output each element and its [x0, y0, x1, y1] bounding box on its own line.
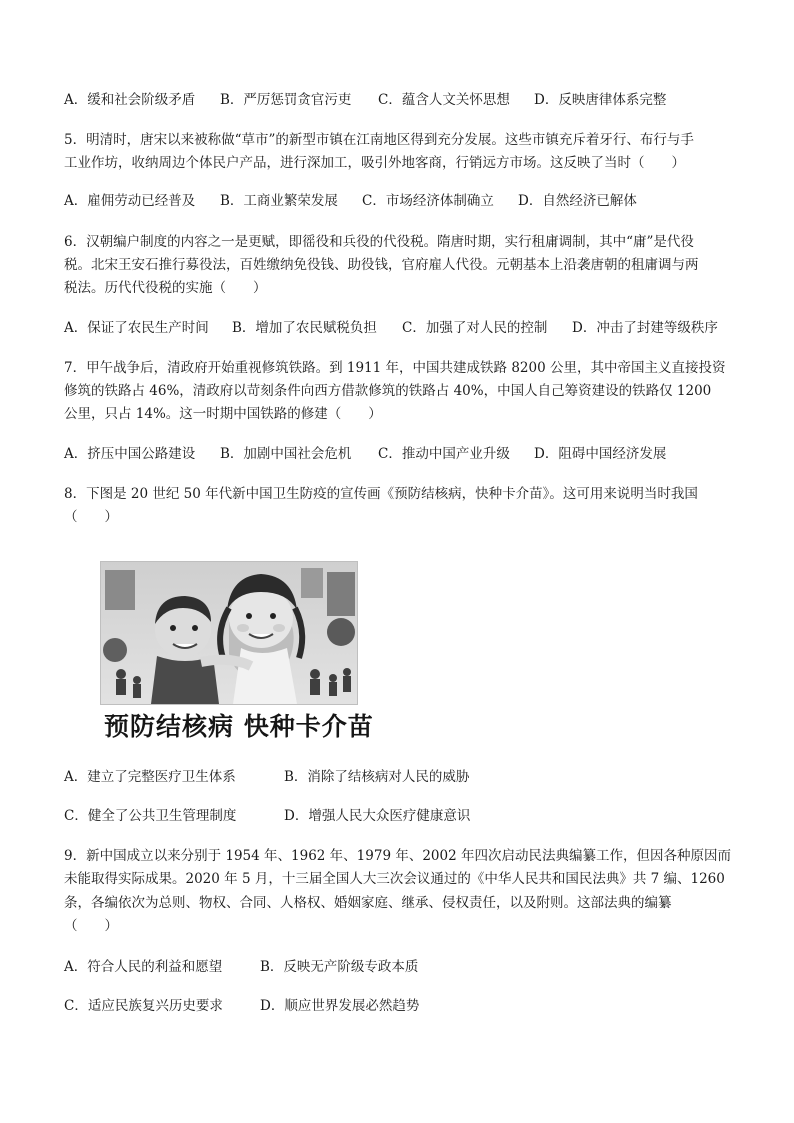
q8-option-b: B．消除了结核病对人民的威胁	[284, 769, 470, 785]
q5-option-a: A．雇佣劳动已经普及	[64, 193, 196, 209]
q5-option-b: B．工商业繁荣发展	[220, 193, 338, 209]
q4-option-a: A．缓和社会阶级矛盾	[64, 92, 196, 108]
q7-text-line-1: 7．甲午战争后，清政府开始重视修筑铁路。到 1911 年，中国共建成铁路 8200 公里，其中帝国主义直接投资	[64, 360, 726, 376]
q7-option-a: A．挤压中国公路建设	[64, 446, 196, 462]
q9-text-line-3: 条，各编依次为总则、物权、合同、人格权、婚姻家庭、继承、侵权责任，以及附则。这部法典的编纂	[64, 895, 672, 911]
q9-option-b: B．反映无产阶级专政本质	[260, 959, 419, 975]
poster-illustration	[101, 562, 357, 704]
q9-text-line-1: 9．新中国成立以来分别于 1954 年、1962 年、1979 年、2002 年四次启动民法典编纂工作，但因各种原因而	[64, 848, 731, 864]
q5-option-d: D．自然经济已解体	[518, 193, 637, 209]
q4-option-c: C．蕴含人文关怀思想	[378, 92, 510, 108]
q6-option-d: D．冲击了封建等级秩序	[572, 320, 718, 336]
q9-text-line-4: （ ）	[64, 918, 118, 934]
q8-text-line-2: （ ）	[64, 509, 118, 525]
q7-option-b: B．加剧中国社会危机	[220, 446, 352, 462]
q7-text-line-2: 修筑的铁路占 46%，清政府以苛刻条件向西方借款修筑的铁路占 40%，中国人自己筹资建设的铁路仅 1200	[64, 383, 712, 399]
q6-text-line-2: 税。北宋王安石推行募役法，百姓缴纳免役钱、助役钱，官府雇人代役。元朝基本上沿袭唐朝的租庸调与两	[64, 257, 699, 273]
q9-option-d: D．顺应世界发展必然趋势	[260, 998, 420, 1014]
q9-option-c: C．适应民族复兴历史要求	[64, 998, 223, 1014]
q5-text-line-2: 工业作坊，收纳周边个体民户产品，进行深加工，吸引外地客商，行销远方市场。这反映了当时（ ）	[64, 155, 685, 171]
q5-text-line-1: 5．明清时，唐宋以来被称做“草市”的新型市镇在江南地区得到充分发展。这些市镇充斥着牙行、布行与手	[64, 132, 694, 148]
q6-option-c: C．加强了对人民的控制	[402, 320, 548, 336]
q6-text-line-1: 6．汉朝编户制度的内容之一是更赋，即徭役和兵役的代役税。隋唐时期，实行租庸调制，其中“庸”是代役	[64, 234, 694, 250]
q8-option-c: C．健全了公共卫生管理制度	[64, 808, 237, 824]
q4-option-b: B．严厉惩罚贪官污吏	[220, 92, 352, 108]
q8-text-line-1: 8．下图是 20 世纪 50 年代新中国卫生防疫的宣传画《预防结核病，快种卡介苗》。这可用来说明当时我国	[64, 486, 698, 502]
tuberculosis-poster-image	[100, 561, 358, 705]
q9-text-line-2: 未能取得实际成果。2020 年 5 月，十三届全国人大三次会议通过的《中华人民共和国民法典》共 7 编、1260	[64, 871, 725, 887]
poster-caption: 预防结核病 快种卡介苗	[104, 712, 374, 741]
q6-text-line-3: 税法。历代代役税的实施（ ）	[64, 280, 267, 296]
q7-option-c: C．推动中国产业升级	[378, 446, 510, 462]
q8-option-d: D．增强人民大众医疗健康意识	[284, 808, 471, 824]
q9-option-a: A．符合人民的利益和愿望	[64, 959, 223, 975]
q7-option-d: D．阻碍中国经济发展	[534, 446, 667, 462]
q4-option-d: D．反映唐律体系完整	[534, 92, 667, 108]
q6-option-a: A．保证了农民生产时间	[64, 320, 209, 336]
q8-option-a: A．建立了完整医疗卫生体系	[64, 769, 236, 785]
q6-option-b: B．增加了农民赋税负担	[232, 320, 377, 336]
q7-text-line-3: 公里，只占 14%。这一时期中国铁路的修建（ ）	[64, 406, 382, 422]
q5-option-c: C．市场经济体制确立	[362, 193, 494, 209]
